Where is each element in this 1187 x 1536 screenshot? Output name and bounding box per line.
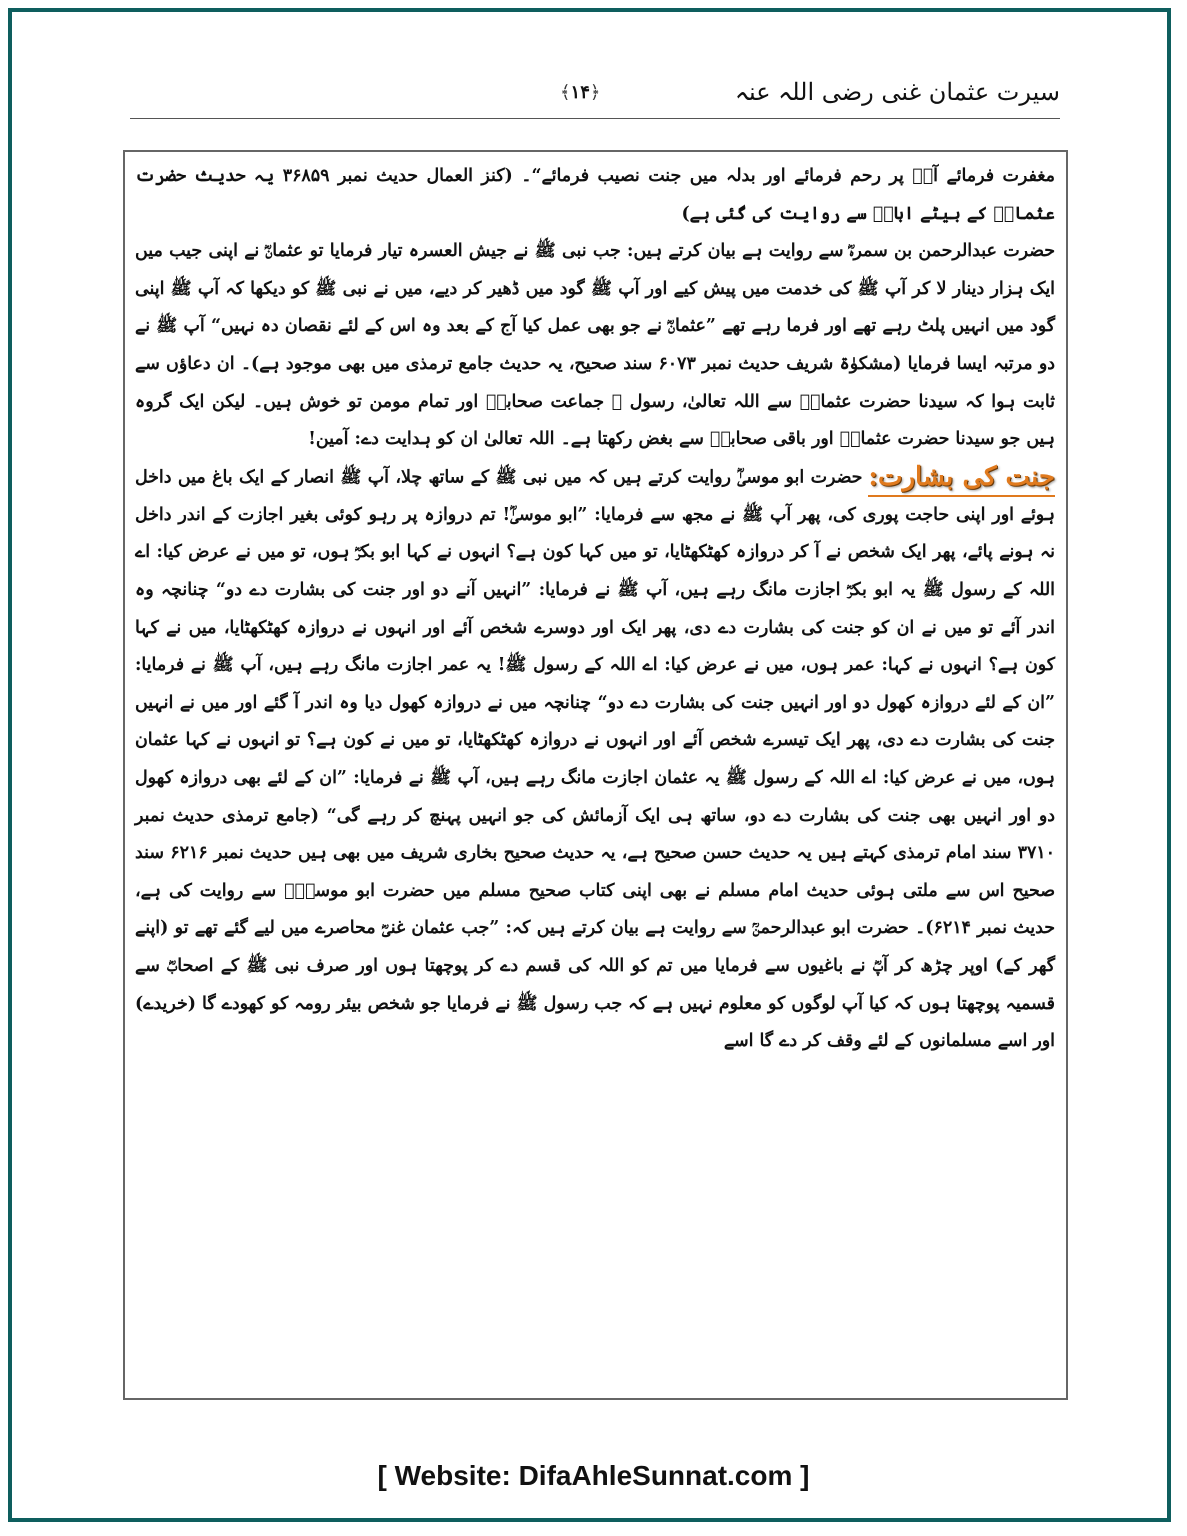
book-title: سیرت عثمان غنی رضی اللہ عنہ <box>734 78 1060 106</box>
website-footer: [ Website: DifaAhleSunnat.com ] <box>377 1460 810 1491</box>
page-number <box>560 82 600 103</box>
paragraph-3 <box>135 459 1055 1061</box>
header-divider <box>130 118 1060 119</box>
main-content <box>135 158 1055 1398</box>
page-header <box>130 70 1060 120</box>
paragraph-3-text: حضرت ابو موسیٰؓ روایت کرتے ہیں کہ میں نبی ﷺ کے ساتھ چلا، آپ ﷺ انصار کے ایک باغ میں داخل ہوئے اور اپنی حاجت پوری کی، پھر آپ ﷺ نے مجھ سے فرمایا: ”ابو موسیٰؓ! تم دروازہ پر رہو کوئی بغیر اجازت کے اندر داخل نہ ہونے پائے، پھر ایک شخص نے آ کر دروازہ کھٹکھٹایا، تو میں کہا کون ہے؟ انہوں نے کہا ابو بکرؓ ہوں، تو میں نے عرض کیا: اے اللہ کے رسول ﷺ یہ ابو بکرؓ اجازت مانگ رہے ہیں، آپ ﷺ نے فرمایا: ”انہیں آنے دو اور جنت کی بشارت دے دو“ چنانچہ وہ اندر آئے تو میں نے ان کو جنت کی بشارت دے دی، پھر ایک اور دوسرے شخص آئے اور انہوں نے دروازہ کھٹکھٹایا، میں نے کہا کون ہے؟ انہوں نے کہا: عمر ہوں، میں نے عرض کیا: اے اللہ کے رسول ﷺ! یہ عمر اجازت مانگ رہے ہیں، آپ ﷺ نے فرمایا: ”ان کے لئے دروازہ کھول دو اور انہیں جنت کی بشارت دے دو“ چنانچہ میں نے دروازہ کھول دیا وہ اندر آ گئے اور میں نے انہیں جنت کی بشارت دے دی، پھر ایک تیسرے شخص آئے اور انہوں نے دروازہ کھٹکھٹایا، تو میں نے کون ہے؟ تو انہوں نے کہا عثمان ہوں، میں نے عرض کیا: اے اللہ کے رسول ﷺ یہ عثمان اجازت مانگ رہے ہیں، آپ ﷺ نے فرمایا: ”ان کے لئے بھی دروازہ کھول دو اور انہیں بھی جنت کی بشارت دے دو، ساتھ ہی ایک آزمائش کی جو انہیں پہنچ کر رہے گی“ (جامع ترمذی حدیث نمبر ۳۷۱۰ سند امام ترمذی کہتے ہیں یہ حدیث حسن صحیح ہے، یہ حدیث صحیح بخاری شریف میں بھی ہیں حدیث نمبر ۶۲۱۶ سند صحیح اس سے ملتی ہوئی حدیث امام مسلم نے بھی اپنی کتاب صحیح مسلم میں حضرت ابو موسیٰؓ سے روایت کی ہے، حدیث نمبر ۶۲۱۴)۔ حضرت ابو عبدالرحمنؒ سے روایت ہے بیان کرتے ہیں کہ: ”جب عثمان غنیؓ محاصرے میں لیے گئے تھے تو (اپنے گھر کے) اوپر چڑھ کر آپؓ نے باغیوں سے فرمایا میں تم کو اللہ کی قسم دے کر پوچھتا ہوں اور صرف نبی ﷺ کے اصحابؓ سے قسمیہ پوچھتا ہوں کہ کیا آپ لوگوں کو معلوم نہیں ہے کہ جب رسول ﷺ نے فرمایا جو شخص بیئر رومہ کو کھودے گا (خریدے) اور اسے مسلمانوں کے لئے وقف کر دے گا اسے <box>135 467 1056 1052</box>
ornament-right-icon: ﴿ <box>589 82 601 103</box>
section-heading: جنت کی بشارت: <box>868 459 1055 497</box>
ornament-left-icon: ﴾ <box>560 82 571 103</box>
paragraph-2: حضرت عبدالرحمن بن سمرہؓ سے روایت ہے بیان کرتے ہیں: جب نبی ﷺ نے جیش العسرہ تیار فرمایا تو عثمانؓ نے اپنی جیب میں ایک ہزار دینار لا کر آپ ﷺ کی خدمت میں پیش کیے اور آپ ﷺ گود میں ڈھیر کر دیے، میں نے نبی ﷺ کو دیکھا کہ آپ ﷺ اپنی گود میں انہیں پلٹ رہے تھے اور فرما رہے تھے ”عثمانؓ نے جو بھی عمل کیا آج کے بعد وہ اس کے لئے نقصان دہ نہیں“ آپ ﷺ نے دو مرتبہ ایسا فرمایا (مشکوٰۃ شریف حدیث نمبر ۶۰۷۳ سند صحیح، یہ حدیث جامع ترمذی میں بھی موجود ہے)۔ ان دعاؤں سے ثابت ہوا کہ سیدنا حضرت عثمانؓ سے اللہ تعالیٰ، رسول ﷺ جماعت صحابہؓ اور تمام مومن تو خوش ہیں۔ لیکن ایک گروہ ہیں جو سیدنا حضرت عثمانؓ اور باقی صحابہؓ سے بغض رکھتا ہے۔ اللہ تعالیٰ ان کو ہدایت دے: آمین! <box>135 241 1055 450</box>
page-number-value: ۱۴ <box>570 82 590 103</box>
paragraph-1: مغفرت فرمائے آپؓ پر رحم فرمائے اور بدلہ میں جنت نصیب فرمائے“۔ (کنز العمال حدیث نمبر ۳۶۸۵۹ یہ حدیث حضرت عثمانؓ کے بیٹے ابانؓ سے روایت کی گئی ہے) <box>135 166 1055 224</box>
